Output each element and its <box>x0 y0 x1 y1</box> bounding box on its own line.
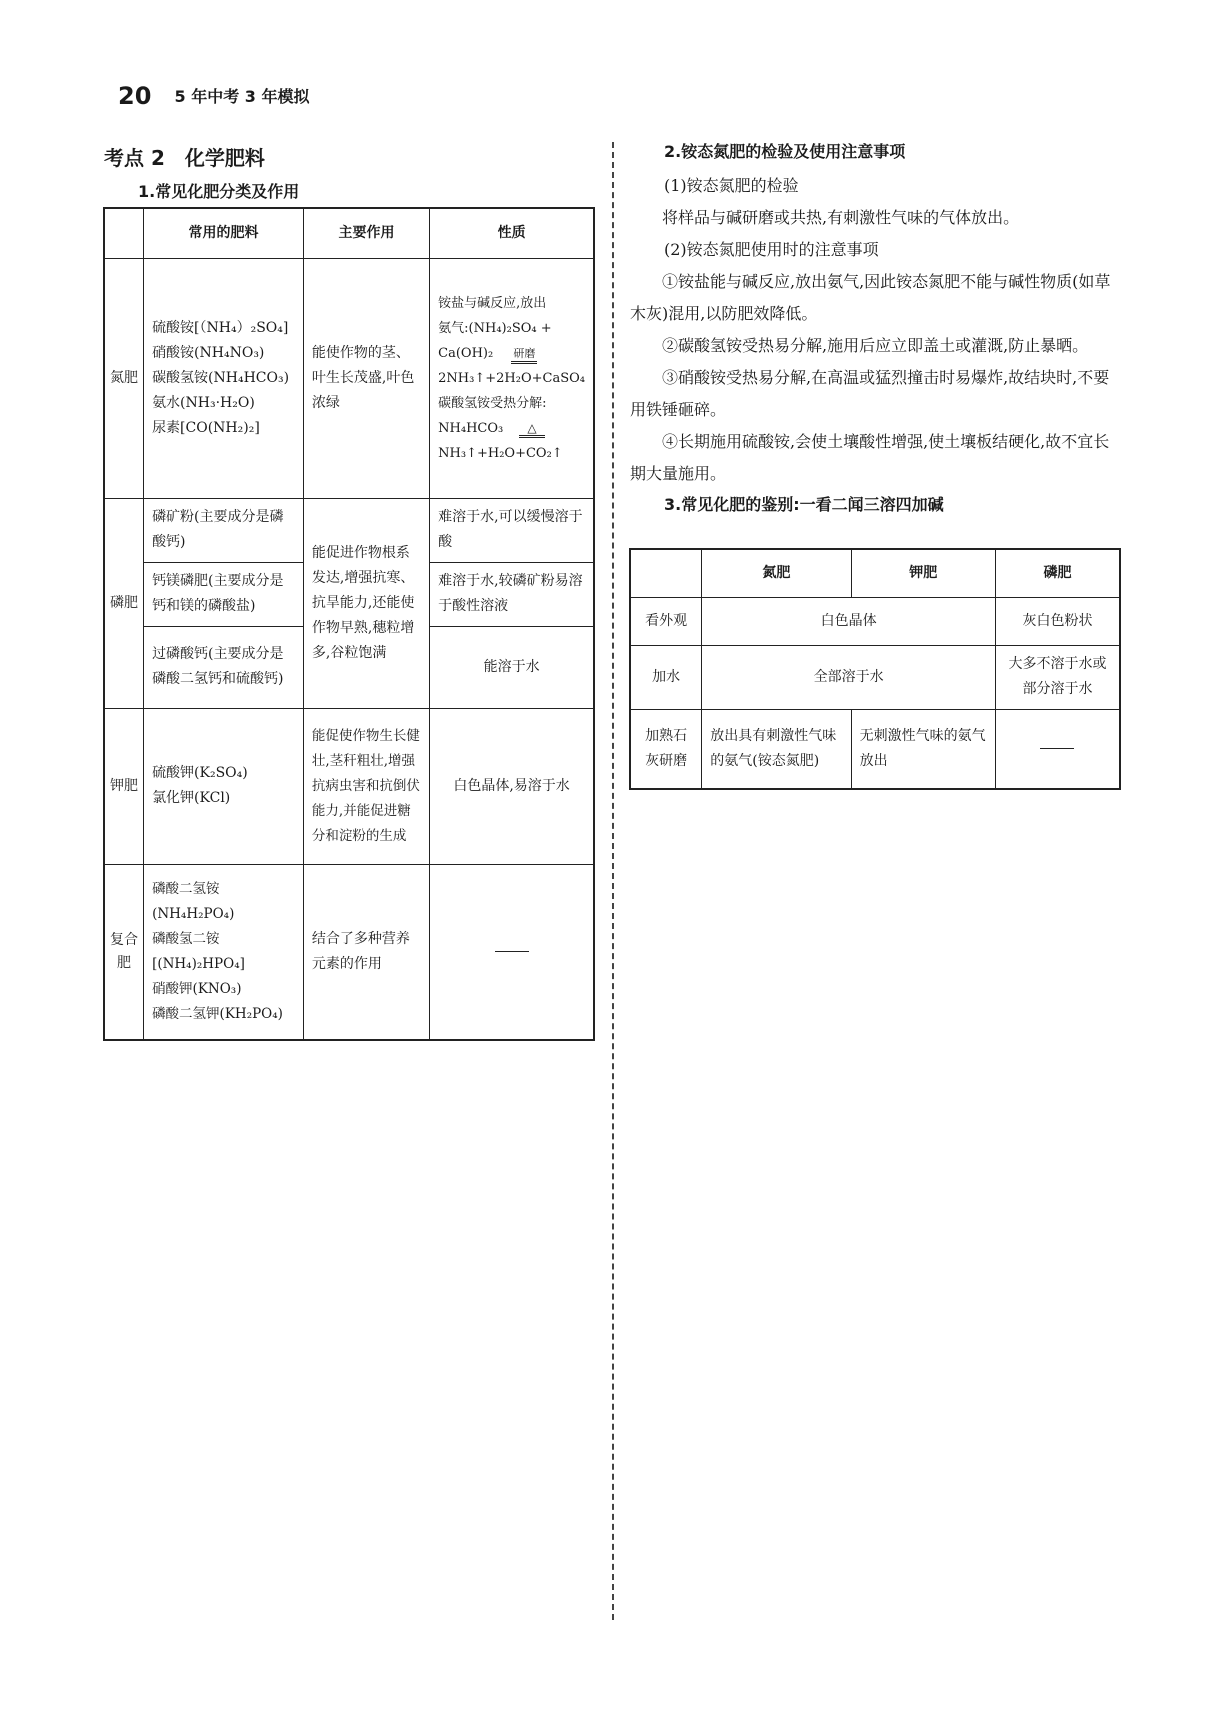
page-header <box>118 82 309 110</box>
property-line <box>438 341 585 366</box>
fertilizer-item: 硝酸钾(KNO₃) <box>152 980 242 997</box>
test-text: 将样品与碱研磨或共热,有刺激性气味的气体放出。 <box>662 208 1020 227</box>
phosphorus-property-3: 能溶于水 <box>430 626 594 708</box>
subsection-3-title: 3.常见化肥的鉴别:一看二闻三溶四加碱 <box>664 495 944 514</box>
category-compound-line: 肥 <box>117 954 132 971</box>
reactant-nh4hco3: NH₄HCO₃ <box>438 420 504 436</box>
fertilizer-item: (NH₄H₂PO₄) <box>152 905 235 922</box>
fertilizer-item: 硝酸铵(NH₄NO₃) <box>152 344 265 361</box>
nitrogen-properties <box>430 258 594 498</box>
phosphorus-fertilizer-3: 过磷酸钙(主要成分是磷酸二氢钙和硫酸钙) <box>144 626 304 708</box>
phosphorus-fertilizer-1: 磷矿粉(主要成分是磷酸钙) <box>144 498 304 562</box>
table-header-row <box>630 549 1120 597</box>
lime-potassium: 无刺激性气味的氨气放出 <box>851 709 995 789</box>
dash-placeholder <box>1040 748 1074 749</box>
reactant-caoh2: Ca(OH)₂ <box>438 345 494 361</box>
table-row-potassium <box>104 708 594 864</box>
subsection-2-title: 2.铵态氮肥的检验及使用注意事项 <box>664 142 906 161</box>
condition-grinding: 研磨 <box>511 347 537 364</box>
property-line: 碳酸氢铵受热分解: <box>438 395 547 411</box>
phosphorus-fertilizer-2: 钙镁磷肥(主要成分是钙和镁的磷酸盐) <box>144 562 304 626</box>
book-title: 5 年中考 3 年模拟 <box>174 87 310 106</box>
table-row-compound <box>104 864 594 1040</box>
water-nk: 全部溶于水 <box>702 645 996 709</box>
fertilizer-item: 硫酸铵[（NH₄）₂SO₄] <box>152 319 289 336</box>
category-compound <box>104 864 144 1040</box>
right-column-text <box>630 138 1122 520</box>
header-empty-cell <box>104 208 144 258</box>
fertilizer-item: 尿素[CO(NH₂)₂] <box>152 419 260 436</box>
phosphorus-role: 能促进作物根系发达,增强抗寒、抗旱能力,还能使作物早熟,穗粒增多,谷粒饱满 <box>303 498 429 708</box>
section-title: 考点 2 化学肥料 <box>104 146 265 170</box>
header-phosphorus: 磷肥 <box>995 549 1120 597</box>
compound-fertilizers <box>144 864 304 1040</box>
fertilizer-item: 氯化钾(KCl) <box>152 790 231 806</box>
compound-role: 结合了多种营养元素的作用 <box>303 864 429 1040</box>
phosphorus-property-2: 难溶于水,较磷矿粉易溶于酸性溶液 <box>430 562 594 626</box>
fertilizer-item: 磷酸氢二铵 <box>152 930 220 947</box>
property-line <box>438 416 585 441</box>
page-number: 20 <box>118 82 152 110</box>
phosphorus-property-1: 难溶于水,可以缓慢溶于酸 <box>430 498 594 562</box>
category-compound-line: 复合 <box>110 931 139 948</box>
test-subtitle: (1)铵态氮肥的检验 <box>664 176 799 195</box>
water-p: 大多不溶于水或部分溶于水 <box>995 645 1120 709</box>
category-phosphorus: 磷肥 <box>104 498 144 708</box>
row-label-water: 加水 <box>630 645 702 709</box>
lime-phosphorus <box>995 709 1120 789</box>
precaution-point: ②碳酸氢铵受热易分解,施用后应立即盖土或灌溉,防止暴晒。 <box>662 336 1089 355</box>
table-row-lime <box>630 709 1120 789</box>
precaution-point: ③硝酸铵受热易分解,在高温或猛烈撞击时易爆炸,故结块时,不要用铁锤砸碎。 <box>630 368 1110 419</box>
column-divider <box>612 142 614 1620</box>
property-line: NH₃↑+H₂O+CO₂↑ <box>438 445 563 461</box>
nitrogen-role: 能使作物的茎、叶生长茂盛,叶色浓绿 <box>303 258 429 498</box>
property-line: 铵盐与碱反应,放出 <box>438 295 547 311</box>
fertilizer-item: [(NH₄)₂HPO₄] <box>152 955 245 972</box>
appearance-p: 灰白色粉状 <box>995 597 1120 645</box>
fertilizer-identification-table <box>629 548 1121 790</box>
fertilizer-item: 硫酸钾(K₂SO₄) <box>152 765 248 781</box>
fertilizer-item: 碳酸氢铵(NH₄HCO₃) <box>152 369 290 386</box>
fertilizer-classification-table <box>103 207 595 1041</box>
fertilizer-item: 磷酸二氢钾(KH₂PO₄) <box>152 1005 283 1022</box>
dash-placeholder <box>495 951 529 952</box>
compound-property <box>430 864 594 1040</box>
potassium-property: 白色晶体,易溶于水 <box>430 708 594 864</box>
table-header-row <box>104 208 594 258</box>
nitrogen-fertilizers <box>144 258 304 498</box>
row-label-lime: 加熟石灰研磨 <box>630 709 702 789</box>
appearance-nk: 白色晶体 <box>702 597 996 645</box>
subsection-1-title: 1.常见化肥分类及作用 <box>138 182 300 201</box>
potassium-role: 能促使作物生长健壮,茎秆粗壮,增强抗病虫害和抗倒伏能力,并能促进糖分和淀粉的生成 <box>303 708 429 864</box>
precautions-subtitle: (2)铵态氮肥使用时的注意事项 <box>664 240 879 259</box>
header-role: 主要作用 <box>303 208 429 258</box>
precaution-point: ④长期施用硫酸铵,会使土壤酸性增强,使土壤板结硬化,故不宜长期大量施用。 <box>630 432 1110 483</box>
category-nitrogen: 氮肥 <box>104 258 144 498</box>
condition-heat: △ <box>519 421 544 438</box>
header-fertilizer: 常用的肥料 <box>144 208 304 258</box>
lime-nitrogen: 放出具有刺激性气味的氨气(铵态氮肥) <box>702 709 851 789</box>
header-empty-cell <box>630 549 702 597</box>
header-potassium: 钾肥 <box>851 549 995 597</box>
header-property: 性质 <box>430 208 594 258</box>
table-row-phosphorus-1 <box>104 498 594 562</box>
row-label-appearance: 看外观 <box>630 597 702 645</box>
table-row-appearance <box>630 597 1120 645</box>
category-potassium: 钾肥 <box>104 708 144 864</box>
table-row-nitrogen <box>104 258 594 498</box>
header-nitrogen: 氮肥 <box>702 549 851 597</box>
potassium-fertilizers <box>144 708 304 864</box>
fertilizer-item: 氨水(NH₃·H₂O) <box>152 394 255 411</box>
precaution-point: ①铵盐能与碱反应,放出氨气,因此铵态氮肥不能与碱性物质(如草木灰)混用,以防肥效降低。 <box>630 272 1111 323</box>
property-line: 2NH₃↑+2H₂O+CaSO₄ <box>438 370 585 386</box>
table-row-water <box>630 645 1120 709</box>
property-line: 氨气:(NH₄)₂SO₄ + <box>438 320 552 336</box>
fertilizer-item: 磷酸二氢铵 <box>152 880 220 897</box>
